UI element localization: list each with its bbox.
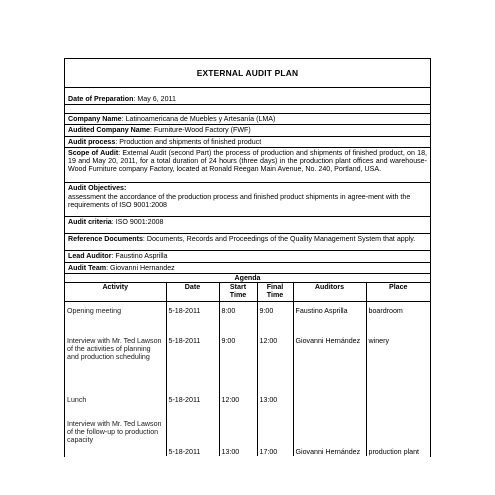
date-cell: 5-18-2011	[166, 389, 219, 420]
document-title: EXTERNAL AUDIT PLAN	[196, 67, 299, 78]
date-cell: 5-18-2011	[166, 335, 219, 389]
place-cell: boardroom	[368, 306, 403, 315]
company-value: : Latinoamericana de Muebles y Artesanía (LMA)	[121, 115, 276, 124]
auditors-cell: Faustino Asprilla	[293, 301, 366, 335]
header-date: Date	[166, 283, 219, 302]
audit-process-label: Audit process	[68, 137, 116, 146]
audit-process-row	[65, 137, 430, 148]
final-time-cell: 12:00	[257, 335, 293, 389]
final-time-cell: 17:00	[257, 420, 293, 456]
audited-company-value: : Furniture-Wood Factory (FWF)	[149, 126, 251, 135]
objectives-colon: :	[123, 184, 127, 193]
criteria-value: : ISO 9001:2008	[111, 218, 164, 227]
start-time-cell: 9:00	[219, 335, 257, 389]
activity-cell: Opening meeting	[65, 301, 166, 335]
title-block	[65, 59, 430, 88]
activity-cell: Interview with Mr. Ted Lawson of the follow-up to production capacity	[65, 420, 166, 456]
auditors-cell: Giovanni Hernández	[293, 420, 366, 456]
audit-team-row	[65, 263, 430, 274]
audit-team-label: Audit Team	[68, 263, 107, 272]
header-final-time: Final Time	[257, 283, 293, 302]
company-label: Company Name	[68, 115, 122, 124]
header-place: Place	[366, 283, 430, 302]
final-time-cell: 13:00	[257, 389, 293, 420]
agenda-title: Agenda	[65, 274, 430, 283]
objectives-label: Audit Objectives	[68, 184, 124, 193]
reference-label: Reference Documents	[68, 235, 143, 244]
scope-value: : External Audit (second Part) the process of production and shipments of finished product, on 18, 19 and May 20, 2011, for a total duration of 24 hours (three days) in the production plant offices and warehouse-Wood Furniture company Factory, located at Ronald Reegan Main Avenue, No. 240, Portland, USA.	[68, 148, 427, 174]
agenda-table	[65, 283, 430, 456]
criteria-row	[65, 217, 430, 234]
scope-label: Scope of Audit	[68, 148, 119, 157]
auditors-cell	[293, 389, 366, 420]
header-start-time: Start Time	[219, 283, 257, 302]
lead-auditor-row	[65, 251, 430, 262]
audited-company-row	[65, 125, 430, 136]
start-time-cell: 13:00	[219, 420, 257, 456]
header-activity: Activity	[65, 283, 166, 302]
date-cell: 5-18-2011	[166, 301, 219, 335]
activity-cell: Interview with Mr. Ted Lawson of the activities of planning and production scheduling	[65, 335, 166, 389]
table-row	[65, 420, 430, 456]
preparation-label: Date of Preparation	[68, 95, 134, 103]
table-row	[65, 301, 430, 335]
reference-value: : Documents, Records and Proceedings of the Quality Management System that apply.	[142, 235, 416, 244]
place-cell	[366, 389, 430, 420]
final-time-cell: 9:00	[257, 301, 293, 335]
agenda-header-row	[65, 283, 430, 302]
activity-cell: Lunch	[65, 389, 166, 420]
start-time-cell: 8:00	[219, 301, 257, 335]
table-row	[65, 389, 430, 420]
lead-auditor-value: : Faustino Asprilla	[111, 252, 168, 261]
header-auditors: Auditors	[293, 283, 366, 302]
objectives-row	[65, 183, 430, 217]
place-cell: winery	[368, 336, 389, 345]
audit-process-value: : Production and shipments of finished product	[115, 137, 262, 146]
company-row	[65, 114, 430, 125]
lead-auditor-label: Lead Auditor	[68, 252, 112, 261]
audited-company-label: Audited Company Name	[68, 126, 150, 135]
date-cell: 5-18-2011	[166, 420, 219, 456]
criteria-label: Audit criteria	[68, 218, 112, 227]
preparation-value: : May 6, 2011	[133, 95, 176, 103]
objectives-value: assessment the accordance of the production process and finished product shipments in agree-ment with the requirements of ISO 9001:2008	[68, 192, 411, 209]
table-row	[65, 335, 430, 389]
scope-row	[65, 148, 430, 184]
audit-plan-document	[64, 58, 431, 457]
audit-team-value: : Giovanni Hernandez	[106, 263, 175, 272]
reference-row	[65, 234, 430, 251]
place-cell: production plant	[368, 447, 419, 456]
preparation-row	[65, 88, 430, 105]
auditors-cell: Giovanni Hernández	[293, 335, 366, 389]
start-time-cell: 12:00	[219, 389, 257, 420]
